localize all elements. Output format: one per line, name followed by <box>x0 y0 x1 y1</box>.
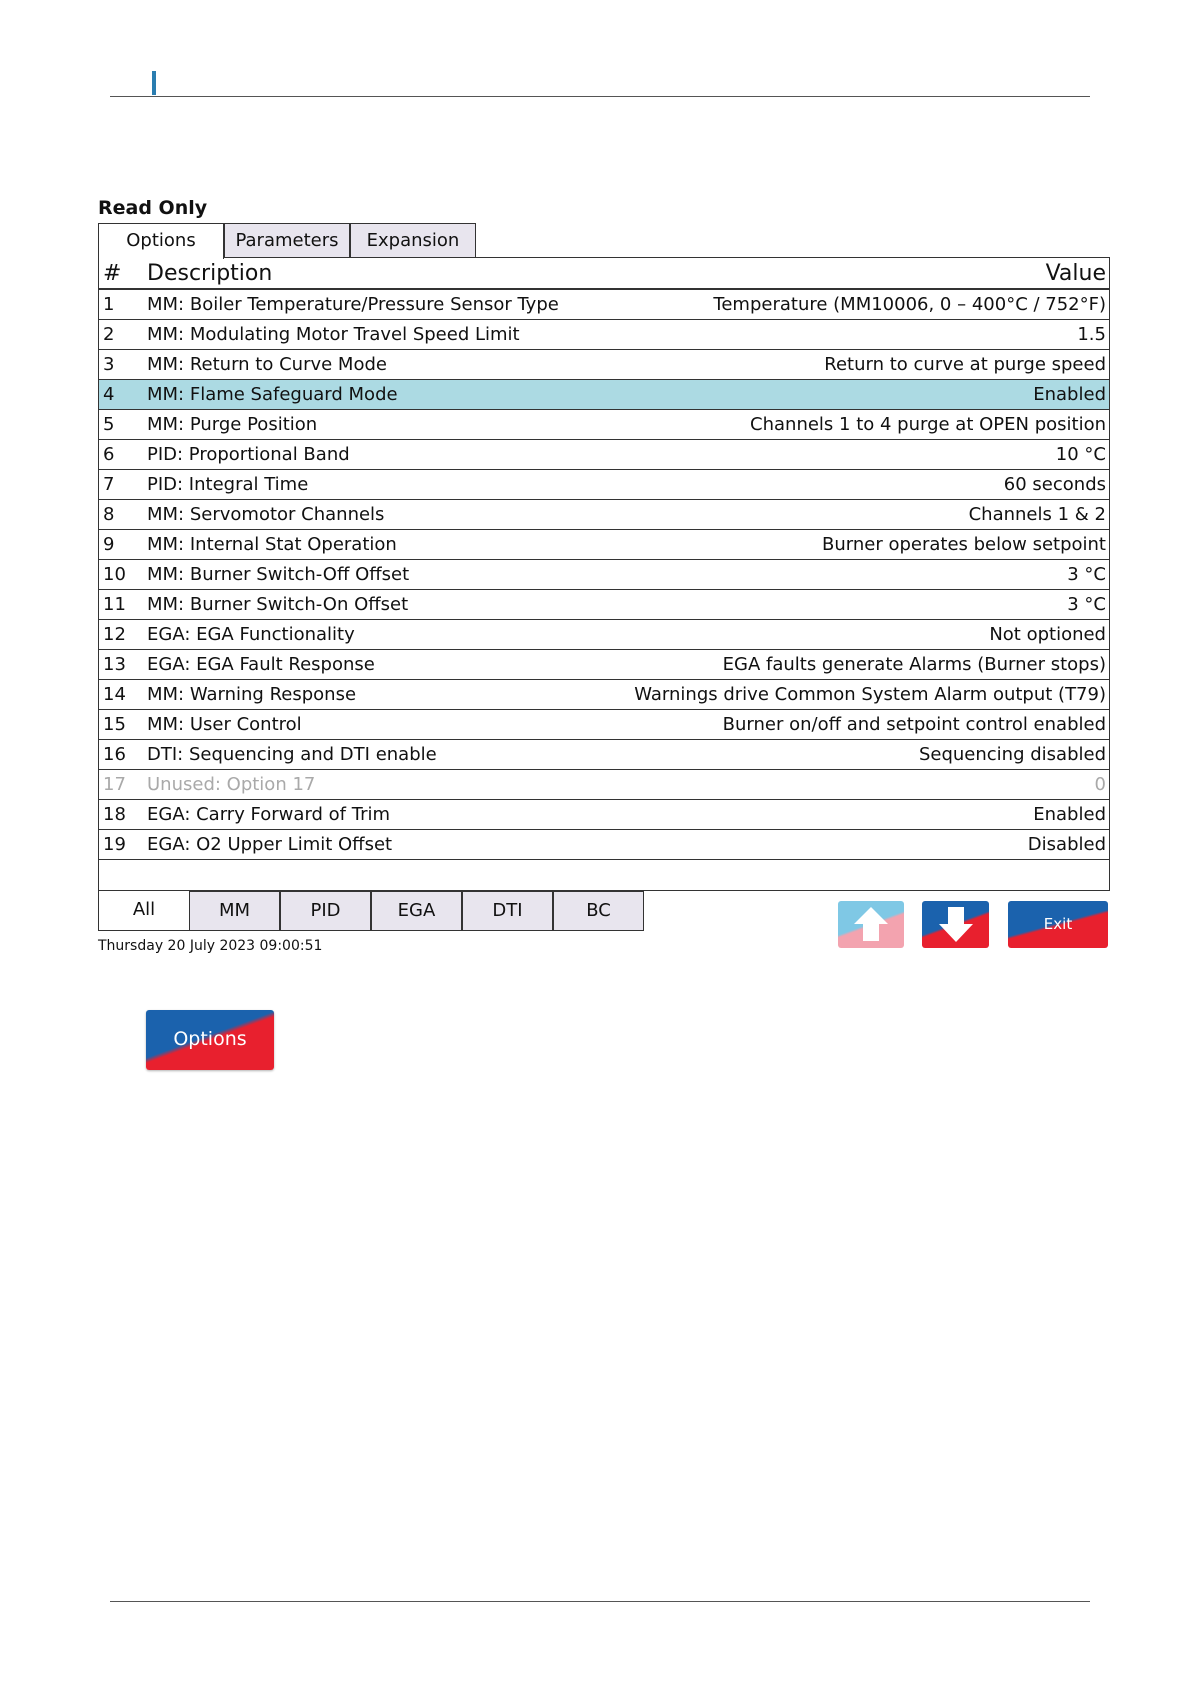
filter-tab-bc[interactable]: BC <box>553 891 644 931</box>
table-row[interactable] <box>99 500 1109 530</box>
row-num: 10 <box>103 564 126 585</box>
row-description: EGA: Carry Forward of Trim <box>147 804 391 825</box>
scroll-up-button[interactable] <box>838 901 904 948</box>
row-description: PID: Integral Time <box>147 474 309 495</box>
row-num: 6 <box>103 444 115 465</box>
table-row[interactable] <box>99 710 1109 740</box>
row-num: 9 <box>103 534 115 555</box>
row-value: Not optioned <box>989 624 1106 645</box>
row-value: Burner operates below setpoint <box>822 534 1106 555</box>
filter-tab-all[interactable]: All <box>98 891 189 931</box>
table-row[interactable] <box>99 620 1109 650</box>
row-value: Return to curve at purge speed <box>824 354 1106 375</box>
row-num: 11 <box>103 594 126 615</box>
row-description: Unused: Option 17 <box>147 774 316 795</box>
filter-tab-pid[interactable]: PID <box>280 891 371 931</box>
row-value: Burner on/off and setpoint control enabled <box>722 714 1106 735</box>
row-num: 12 <box>103 624 126 645</box>
row-description: MM: User Control <box>147 714 302 735</box>
row-value: Channels 1 & 2 <box>968 504 1106 525</box>
row-description: MM: Warning Response <box>147 684 357 705</box>
row-description: MM: Flame Safeguard Mode <box>147 384 398 405</box>
row-description: PID: Proportional Band <box>147 444 350 465</box>
row-value: Temperature (MM10006, 0 – 400°C / 752°F) <box>713 294 1106 315</box>
table-row[interactable] <box>99 470 1109 500</box>
header-rule <box>110 96 1090 97</box>
table-row[interactable] <box>99 590 1109 620</box>
filter-tab-ega[interactable]: EGA <box>371 891 462 931</box>
table-row-disabled <box>99 770 1109 800</box>
tab-parameters[interactable]: Parameters <box>224 223 350 257</box>
options-button[interactable]: Options <box>146 1010 274 1070</box>
row-value: Enabled <box>1033 804 1106 825</box>
column-header-num: # <box>103 260 122 286</box>
table-row[interactable] <box>99 680 1109 710</box>
status-datetime: Thursday 20 July 2023 09:00:51 <box>98 938 323 954</box>
row-num: 2 <box>103 324 115 345</box>
table-row[interactable] <box>99 800 1109 830</box>
row-value: 3 °C <box>1067 594 1106 615</box>
table-row[interactable] <box>99 530 1109 560</box>
bottom-bar <box>98 891 1110 935</box>
row-value: Warnings drive Common System Alarm output (T79) <box>634 684 1106 705</box>
table-row[interactable] <box>99 410 1109 440</box>
row-description: MM: Internal Stat Operation <box>147 534 397 555</box>
row-num: 18 <box>103 804 126 825</box>
row-description: EGA: EGA Functionality <box>147 624 355 645</box>
table-row[interactable] <box>99 650 1109 680</box>
row-value: Channels 1 to 4 purge at OPEN position <box>750 414 1106 435</box>
row-num: 5 <box>103 414 115 435</box>
row-value: 0 <box>1094 774 1106 795</box>
row-description: EGA: O2 Upper Limit Offset <box>147 834 393 855</box>
tab-options[interactable]: Options <box>98 223 224 259</box>
column-header-value: Value <box>1045 260 1106 286</box>
table-empty-space <box>99 860 1109 890</box>
row-description: MM: Modulating Motor Travel Speed Limit <box>147 324 520 345</box>
table-row[interactable] <box>99 350 1109 380</box>
exit-button[interactable]: Exit <box>1008 901 1108 948</box>
table-row[interactable] <box>99 320 1109 350</box>
footer-rule <box>110 1601 1090 1602</box>
table-row[interactable] <box>99 830 1109 860</box>
top-tab-bar <box>98 223 1110 257</box>
options-table <box>98 257 1110 891</box>
row-description: DTI: Sequencing and DTI enable <box>147 744 437 765</box>
table-header <box>99 258 1109 290</box>
row-value: Sequencing disabled <box>918 744 1106 765</box>
row-value: 3 °C <box>1067 564 1106 585</box>
row-value: 1.5 <box>1077 324 1106 345</box>
header-mark <box>152 71 156 95</box>
row-value: EGA faults generate Alarms (Burner stops) <box>722 654 1106 675</box>
row-description: EGA: EGA Fault Response <box>147 654 375 675</box>
row-num: 7 <box>103 474 115 495</box>
table-row[interactable] <box>99 740 1109 770</box>
row-description: MM: Boiler Temperature/Pressure Sensor Type <box>147 294 559 315</box>
table-row[interactable] <box>99 560 1109 590</box>
tab-expansion[interactable]: Expansion <box>350 223 476 257</box>
row-value: 60 seconds <box>1003 474 1106 495</box>
row-num: 1 <box>103 294 115 315</box>
column-header-description: Description <box>147 260 273 286</box>
table-row[interactable] <box>99 290 1109 320</box>
row-description: MM: Burner Switch-On Offset <box>147 594 409 615</box>
row-description: MM: Servomotor Channels <box>147 504 385 525</box>
row-value: 10 °C <box>1055 444 1106 465</box>
row-num: 3 <box>103 354 115 375</box>
row-description: MM: Burner Switch-Off Offset <box>147 564 410 585</box>
table-row[interactable] <box>99 440 1109 470</box>
arrow-down-icon <box>922 901 989 948</box>
row-description: MM: Return to Curve Mode <box>147 354 387 375</box>
row-value: Disabled <box>1027 834 1106 855</box>
row-num: 4 <box>103 384 115 405</box>
filter-tab-mm[interactable]: MM <box>189 891 280 931</box>
row-value: Enabled <box>1033 384 1106 405</box>
filter-tab-dti[interactable]: DTI <box>462 891 553 931</box>
hmi-screen <box>98 196 1110 935</box>
row-num: 16 <box>103 744 126 765</box>
row-num: 19 <box>103 834 126 855</box>
row-num: 17 <box>103 774 126 795</box>
row-description: MM: Purge Position <box>147 414 318 435</box>
row-num: 13 <box>103 654 126 675</box>
row-num: 15 <box>103 714 126 735</box>
arrow-up-icon <box>838 901 904 948</box>
row-num: 8 <box>103 504 115 525</box>
row-num: 14 <box>103 684 126 705</box>
table-row-selected[interactable] <box>99 380 1109 410</box>
filter-tab-bar <box>98 891 644 931</box>
scroll-down-button[interactable] <box>922 901 989 948</box>
page-title: Read Only <box>98 197 208 219</box>
